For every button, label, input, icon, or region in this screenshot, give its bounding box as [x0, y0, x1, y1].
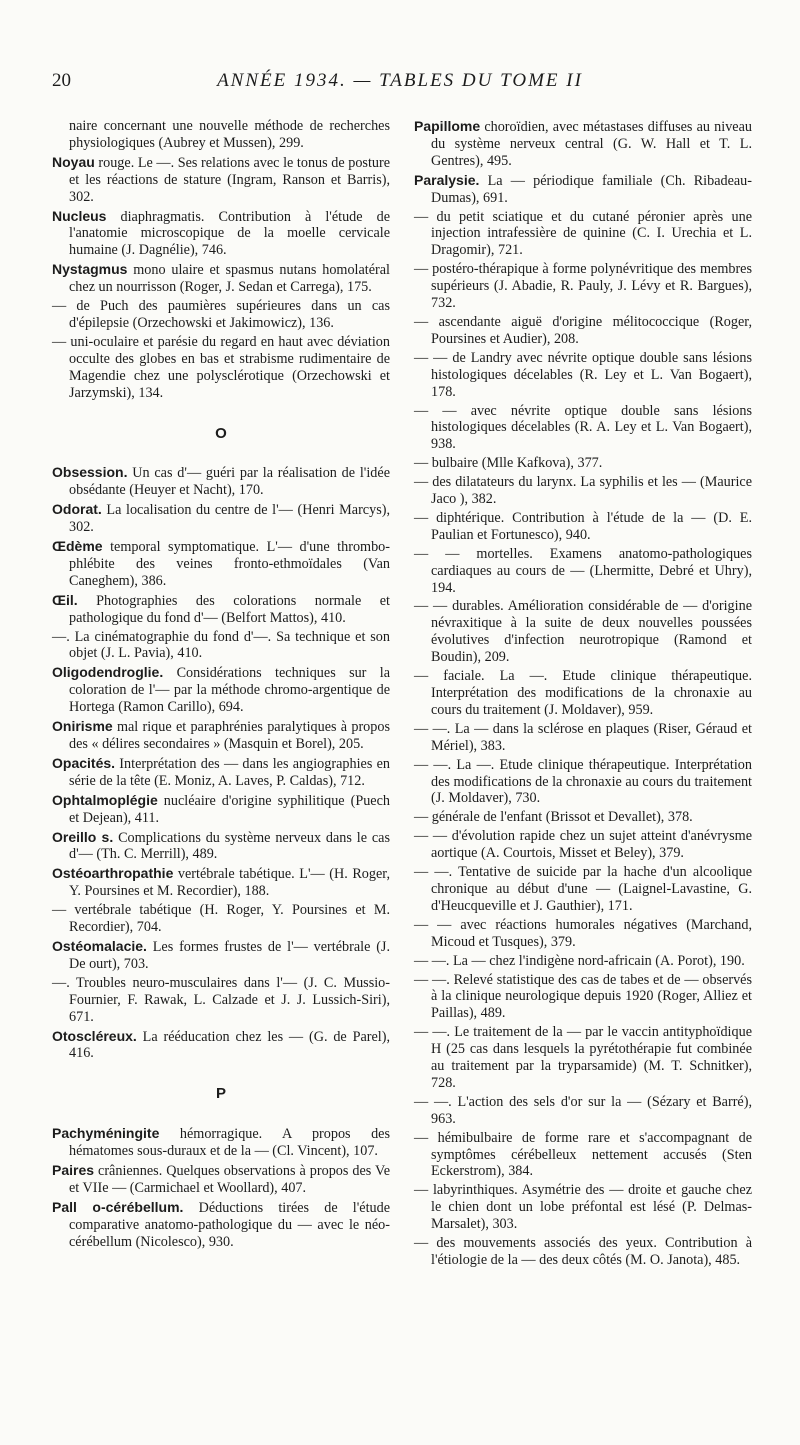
index-entry: [414, 1130, 752, 1181]
entry-text: — des mouvements associés des yeux. Contribution à l'étiologie de la — des deux côtés (M. O. Janota), 485.: [414, 1235, 752, 1268]
index-entry: [414, 209, 752, 260]
entry-text: —. La cinématographie du fond d'—. Sa technique et son objet (J. L. Pavia), 410.: [52, 628, 390, 662]
entry-headword: Nystagmus: [52, 261, 128, 278]
entry-headword: Paires: [52, 1162, 95, 1179]
index-entry: [52, 261, 390, 296]
entry-headword: Onirisme: [52, 718, 113, 735]
index-entry: [52, 1028, 390, 1063]
entry-text: — —. La — chez l'indigène nord-africain (A. Porot), 190.: [414, 952, 745, 969]
entry-text: Les formes frustes de l'— vertébrale (J. De ourt), 703.: [69, 938, 390, 972]
entry-text: — faciale. La —. Etude clinique thérapeutique. Interprétation des modifications de la chronaxie au cours du traitement (J. Moldaver), 959.: [414, 668, 752, 718]
index-entry: [52, 902, 390, 936]
entry-text: diaphragmatis. Contribution à l'étude de l'anatomie microscopique de la moelle cervicale humaine (J. Dagnélie), 746.: [69, 208, 390, 259]
entry-text: rouge. Le —. Ses relations avec le tonus de posture et les réactions de stature (Ingram, Ranson et Barris), 302.: [69, 154, 390, 205]
entry-headword: Ophtalmoplégie: [52, 791, 158, 808]
index-entry: [52, 755, 390, 790]
index-entry: [52, 1199, 390, 1251]
entry-text: — —. Relevé statistique des cas de tabes et de — observés à la clinique neurologique depuis 1920 (Roger, Alliez et Paillas), 489.: [414, 971, 752, 1022]
entry-text: vertébrale tabétique. L'— (H. Roger, Y. Poursines et M. Recordier), 188.: [69, 866, 390, 900]
entry-headword: Noyau: [52, 153, 95, 170]
entry-text: Considérations techniques sur la coloration de l'— par la méthode chromo-argentique de Hortega (Ramon Carillo), 694.: [69, 665, 390, 716]
entry-text: — — durables. Amélioration considérable de — d'origine névraxitique à la suite de deux nouvelles poussées évolutives d'infection neurotropique (Ramond et Boudin), 209.: [414, 598, 752, 666]
entry-text: hémorragique. A propos des hématomes sous-duraux et de la — (Cl. Vincent), 107.: [69, 1126, 390, 1160]
index-entry: [414, 953, 752, 970]
index-entry: [414, 917, 752, 951]
entry-text: — vertébrale tabétique (H. Roger, Y. Poursines et M. Recordier), 704.: [52, 902, 390, 936]
entry-text: — —. La —. Etude clinique thérapeutique. Interprétation des modifications de la chronaxie au cours du traitement (J. Moldaver), 730.: [414, 756, 752, 807]
index-entry: [414, 598, 752, 666]
index-entry: [414, 172, 752, 207]
index-entry: [414, 668, 752, 719]
entry-text: temporal symptomatique. L'— d'une thrombo-phlébite des veines fronto-ethmoïdales (Van Caneghem), 386.: [69, 539, 390, 589]
entry-text: — de Puch des paumières supérieures dans un cas d'épilepsie (Orzechowski et Jakimowicz), 136.: [52, 298, 390, 331]
index-entry: [414, 546, 752, 597]
page-number: 20: [52, 70, 71, 91]
right-column: [414, 118, 752, 1271]
entry-text: mal rique et paraphrénies paralytiques à propos des « délires secondaires » (Masquin et Borel), 205.: [69, 719, 390, 752]
entry-headword: Pachyméningite: [52, 1125, 160, 1142]
index-entry: [414, 972, 752, 1023]
index-entry: [414, 864, 752, 915]
entry-headword: Ostéoarthropathie: [52, 865, 174, 882]
entry-text: choroïdien, avec métastases diffuses au niveau du système nerveux central (G. W. Hall et T. L. Gentres), 495.: [431, 119, 752, 169]
index-entry: [414, 1182, 752, 1233]
index-entry: [414, 1094, 752, 1128]
entry-text: — générale de l'enfant (Brissot et Devallet), 378.: [414, 809, 693, 826]
entry-text: — — avec réactions humorales négatives (Marchand, Micoud et Tusques), 379.: [414, 916, 752, 950]
index-entry: [52, 154, 390, 206]
running-title: ANNÉE 1934. — TABLES DU TOME II: [217, 70, 583, 91]
entry-text: —. Troubles neuro-musculaires dans l'— (J. C. Mussio-Fournier, F. Rawak, L. Calzade et J. J. Lussich-Siri), 671.: [52, 974, 390, 1025]
entry-text: — diphtérique. Contribution à l'étude de la — (D. E. Paulian et Fortunesco), 940.: [414, 509, 752, 543]
left-column: [52, 118, 390, 1253]
entry-headword: Œdème: [52, 538, 103, 555]
index-entry: [414, 1024, 752, 1092]
entry-headword: Nucleus: [52, 207, 107, 224]
entry-text: — postéro-thérapique à forme polynévritique des membres supérieurs (J. Abadie, R. Pauly, J. Lévy et R. Bargues), 732.: [414, 261, 752, 312]
entry-text: nucléaire d'origine syphilitique (Puech et Dejean), 411.: [69, 792, 390, 826]
index-entry: [52, 592, 390, 627]
index-entry: [414, 474, 752, 508]
entry-text: Complications du système nerveux dans le cas d'— (Th. C. Merrill), 489.: [69, 829, 390, 863]
entry-text: — du petit sciatique et du cutané péronier après une injection intrafessière de quinine (C. I. Urechia et L. Dragomir), 721.: [414, 208, 752, 259]
entry-text: — uni-oculaire et parésie du regard en haut avec déviation occulte des globes en bas et strabisme rudimentaire de Magendie chez une polysclérotique (Orzechowski et Jarzymski), 134.: [52, 333, 390, 401]
entry-text: — hémibulbaire de forme rare et s'accompagnant de symptômes cérébelleux nettement accusés (Sten Eckerstrom), 384.: [414, 1129, 752, 1180]
entry-headword: Odorat.: [52, 501, 102, 518]
entry-headword: Pall o-cérébellum.: [52, 1198, 184, 1215]
index-entry: [52, 664, 390, 716]
index-entry: [52, 464, 390, 499]
index-entry: [52, 1125, 390, 1160]
index-entry: [414, 455, 752, 472]
entry-text: mono ulaire et spasmus nutans homolatéral chez un nourrisson (Roger, J. Sedan et Carrega), 175.: [69, 262, 390, 296]
index-entry: [414, 809, 752, 826]
entry-text: — —. Tentative de suicide par la hache d'un alcoolique chronique au début d'une — (Laignel-Lavastine, G. d'Heucqueville et J. Gauthier), 171.: [414, 864, 752, 914]
index-entry: [414, 118, 752, 170]
entry-headword: Œil.: [52, 591, 78, 608]
index-entry: [414, 510, 752, 544]
entry-text: — —. L'action des sels d'or sur la — (Sézary et Barré), 963.: [414, 1093, 752, 1127]
section-letter: O: [215, 424, 227, 442]
index-entry: [414, 1235, 752, 1269]
index-entry: [414, 261, 752, 312]
entry-headword: Papillome: [414, 118, 481, 134]
entry-headword: Oligodendroglie.: [52, 664, 164, 681]
entry-headword: Obsession.: [52, 464, 128, 481]
entry-text: Un cas d'— guéri par la réalisation de l'idée obsédante (Heuyer et Nacht), 170.: [69, 465, 390, 499]
entry-headword: Otoscléreux.: [52, 1027, 137, 1044]
entry-text: — —. Le traitement de la — par le vaccin antityphoïdique H (25 cas dans lesquels la pyrétothérapie fut combinée au traitement par la tryparsamide) (M. T. Schnitker), 728.: [414, 1024, 752, 1091]
index-entry: [414, 721, 752, 755]
entry-text: — — avec névrite optique double sans lésions histologiques décelables (R. A. Ley et L. Van Bogaert), 938.: [414, 402, 752, 453]
index-entry: [52, 865, 390, 900]
entry-text: — — d'évolution rapide chez un sujet atteint d'anévrysme aortique (A. Courtois, Misset et Beley), 379.: [414, 828, 752, 862]
index-entry: [52, 208, 390, 260]
index-entry: [414, 403, 752, 454]
index-entry: [52, 118, 390, 152]
entry-text: — —. La — dans la sclérose en plaques (Riser, Géraud et Mériel), 383.: [414, 720, 752, 754]
index-entry: [414, 350, 752, 401]
index-entry: [52, 334, 390, 402]
entry-text: Déductions tirées de l'étude comparative anatomo-pathologique du — avec le néo-cérébellum (Nicolesco), 930.: [69, 1199, 390, 1250]
index-entry: [414, 314, 752, 348]
index-entry: [52, 298, 390, 332]
entry-text: Interprétation des — dans les angiographies en série de la tête (E. Moniz, A. Laves, P. Caldas), 712.: [69, 755, 390, 789]
entry-text: — des dilatateurs du larynx. La syphilis et les — (Maurice Jaco ), 382.: [414, 474, 752, 508]
index-entry: [52, 629, 390, 663]
entry-text: La localisation du centre de l'— (Henri Marcys), 302.: [69, 502, 390, 536]
index-entry: [52, 829, 390, 864]
index-entry: [414, 828, 752, 862]
entry-text: — bulbaire (Mlle Kafkova), 377.: [414, 455, 603, 472]
index-entry: [52, 538, 390, 590]
entry-headword: Opacités.: [52, 754, 116, 771]
index-entry: [414, 757, 752, 808]
index-entry: [52, 1162, 390, 1197]
entry-text: La — périodique familiale (Ch. Ribadeau-Dumas), 691.: [431, 172, 752, 206]
index-entry: [52, 718, 390, 753]
entry-headword: Paralysie.: [414, 171, 480, 188]
entry-text: La rééducation chez les — (G. de Parel), 416.: [69, 1028, 390, 1062]
entry-headword: Ostéomalacie.: [52, 937, 147, 954]
page-header: [52, 70, 748, 96]
index-entry: [52, 501, 390, 536]
index-entry: [52, 975, 390, 1026]
index-entry: [52, 792, 390, 827]
entry-text: — — mortelles. Examens anatomo-pathologiques cardiaques au cours de — (Lhermitte, Debré et Uhry), 194.: [414, 545, 752, 596]
section-letter: P: [215, 1085, 226, 1103]
entry-text: naire concernant une nouvelle méthode de recherches physiologiques (Aubrey et Mussen), 299.: [69, 118, 390, 151]
index-entry: [52, 938, 390, 973]
entry-headword: Oreillo s.: [52, 828, 114, 845]
entry-text: Photographies des colorations normale et pathologique du fond d'— (Belfort Mattos), 410.: [69, 592, 390, 626]
entry-text: — ascendante aiguë d'origine mélitococcique (Roger, Poursines et Audier), 208.: [414, 313, 752, 347]
entry-text: crâniennes. Quelques observations à propos des Ve et VIIe — (Carmichael et Woollard), 407.: [69, 1163, 390, 1196]
entry-text: — — de Landry avec névrite optique double sans lésions histologiques décelables (R. Ley et L. Van Bogaert), 178.: [414, 349, 752, 400]
entry-text: — labyrinthiques. Asymétrie des — droite et gauche chez le chien dont un lobe préfontal est lésé (P. Delmas-Marsalet), 303.: [414, 1182, 752, 1233]
